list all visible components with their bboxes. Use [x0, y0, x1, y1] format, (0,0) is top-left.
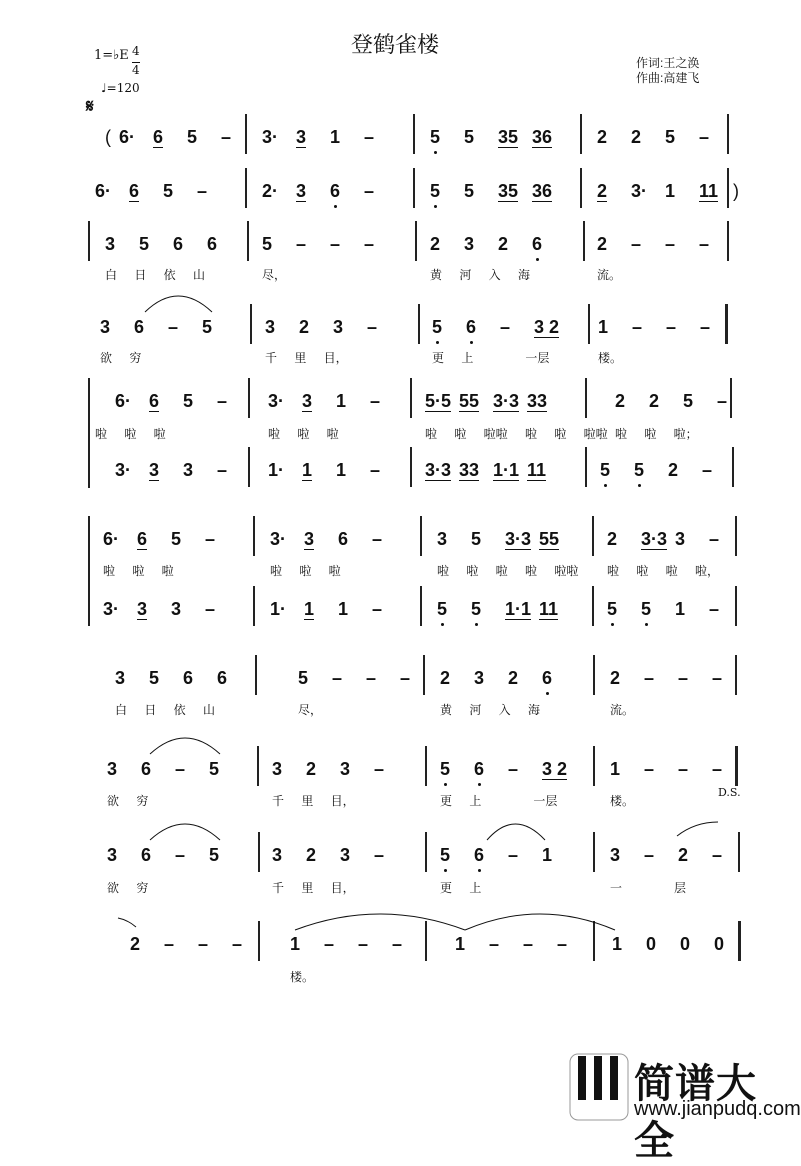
lyric: 更 上 一层: [440, 794, 558, 808]
note-text: –: [217, 460, 228, 480]
note-text: 33: [527, 391, 548, 411]
note-text: –: [217, 391, 228, 411]
lyric: 啦 啦 啦: [95, 427, 166, 441]
note-text: 1: [302, 460, 313, 480]
note-text: 2: [597, 127, 608, 147]
note-text: 2: [631, 127, 642, 147]
note-text: 1: [336, 391, 347, 411]
note-text: 5: [437, 599, 448, 619]
song-title: 登鹤雀楼: [350, 33, 439, 58]
lyric: 啦 啦 啦: [103, 564, 174, 578]
note-text: –: [232, 934, 243, 954]
note-text: 1·: [268, 460, 285, 480]
note-text: 55: [459, 391, 480, 411]
note-text: 5: [464, 127, 475, 147]
note-text: 2: [615, 391, 626, 411]
ds-marking: D.S.: [718, 786, 741, 799]
note-text: –: [374, 845, 385, 865]
note-text: 3: [340, 759, 351, 779]
logo-name: 简谱大全: [634, 1062, 757, 1163]
note-text: –: [198, 934, 209, 954]
note-text: 6: [137, 529, 148, 549]
note-text: 3: [137, 599, 148, 619]
note-text: –: [500, 317, 511, 337]
note-text: 3·3: [493, 391, 520, 411]
lyric: 尽，: [298, 703, 323, 717]
note-text: 2: [649, 391, 660, 411]
note-text: (: [105, 127, 111, 147]
note-text: –: [324, 934, 335, 954]
slur: [145, 296, 212, 312]
note-text: 0: [680, 934, 691, 954]
note-text: 2: [678, 845, 689, 865]
note-text: 3: [107, 845, 118, 865]
note-text: 5: [440, 759, 451, 779]
note-text: 33: [459, 460, 480, 480]
note-text: 6: [542, 668, 553, 688]
lyric: 白 日 依 山: [115, 703, 216, 717]
lyric: 黄 河 入 海: [440, 703, 541, 717]
note-text: 2·: [262, 181, 279, 201]
note-text: –: [508, 845, 519, 865]
note-text: –: [523, 934, 534, 954]
lyric: 流。: [597, 268, 622, 282]
note-text: 6: [217, 668, 228, 688]
note-text: –: [296, 234, 307, 254]
lyric: 千 里 目，: [265, 351, 348, 365]
note-text: –: [367, 317, 378, 337]
slur: [150, 738, 220, 754]
note-text: 5: [641, 599, 652, 619]
lyric: 千 里 目，: [272, 794, 355, 808]
note-text: 3·: [270, 529, 287, 549]
note-text: 5: [471, 529, 482, 549]
note-text: 1: [542, 845, 553, 865]
lyric: 楼。: [290, 970, 315, 984]
note-text: 3: [437, 529, 448, 549]
note-text: –: [709, 529, 720, 549]
slur: [465, 914, 615, 930]
note-text: 5: [683, 391, 694, 411]
note-text: –: [364, 127, 375, 147]
lyric: 更 上 一层: [432, 351, 550, 365]
note-text: 6: [153, 127, 164, 147]
note-text: 6: [129, 181, 140, 201]
note-text: –: [644, 668, 655, 688]
note-text: 6: [173, 234, 184, 254]
note-text: –: [221, 127, 232, 147]
note-text: 3·3: [505, 529, 532, 549]
note-text: 11: [699, 181, 719, 201]
lyric: 楼。: [610, 794, 635, 808]
note-text: 3: [302, 391, 313, 411]
note-text: 35: [498, 127, 519, 147]
note-text: –: [678, 759, 689, 779]
note-text: 5: [600, 460, 611, 480]
note-text: 2: [597, 181, 608, 201]
note-text: 1·1: [505, 599, 532, 619]
note-text: 3: [464, 234, 475, 254]
note-text: –: [678, 668, 689, 688]
note-text: 6: [134, 317, 145, 337]
note-text: 3: [105, 234, 116, 254]
note-text: 1: [675, 599, 686, 619]
note-text: 6: [466, 317, 477, 337]
note-text: 5: [430, 181, 441, 201]
note-text: 6: [141, 759, 152, 779]
note-text: –: [489, 934, 500, 954]
note-text: –: [372, 529, 383, 549]
note-text: 2: [508, 668, 519, 688]
lyric: 啦 啦 啦: [268, 427, 339, 441]
note-text: –: [205, 599, 216, 619]
note-text: 3·3: [425, 460, 452, 480]
note-text: 5: [262, 234, 273, 254]
note-text: 1: [330, 127, 341, 147]
note-text: 3: [149, 460, 160, 480]
lyric: 黄 河 入 海: [430, 268, 531, 282]
note-text: 5: [163, 181, 174, 201]
time-signature-top: 4: [132, 44, 140, 58]
lyric: 欲 穷: [100, 351, 142, 365]
note-text: 3·: [268, 391, 285, 411]
note-text: 3·: [262, 127, 279, 147]
note-text: 11: [527, 460, 547, 480]
note-text: 2: [306, 759, 317, 779]
note-text: ): [733, 181, 739, 201]
note-text: 2: [299, 317, 310, 337]
logo-url: www.jianpudq.com: [634, 1098, 801, 1120]
note-text: –: [332, 668, 343, 688]
note-text: 2: [607, 529, 618, 549]
note-text: –: [632, 317, 643, 337]
note-text: 3: [474, 668, 485, 688]
slur: [150, 824, 220, 840]
note-text: –: [712, 668, 723, 688]
lyric: 啦 啦 啦: [270, 564, 341, 578]
note-text: 3·: [631, 181, 648, 201]
note-text: –: [700, 317, 711, 337]
note-text: 6: [207, 234, 218, 254]
note-text: 6: [532, 234, 543, 254]
note-text: –: [702, 460, 713, 480]
lyric: 白 日 依 山: [105, 268, 206, 282]
note-text: –: [175, 759, 186, 779]
note-text: 2: [498, 234, 509, 254]
note-text: –: [370, 460, 381, 480]
note-text: –: [197, 181, 208, 201]
note-text: 2: [597, 234, 608, 254]
note-text: 5: [187, 127, 198, 147]
note-text: 3: [107, 759, 118, 779]
note-text: 2: [306, 845, 317, 865]
note-text: 3: [296, 127, 307, 147]
note-text: 3: [115, 668, 126, 688]
note-text: 5: [432, 317, 443, 337]
note-text: 3: [333, 317, 344, 337]
note-text: –: [631, 234, 642, 254]
note-text: 5: [430, 127, 441, 147]
lyric: 啦 啦 啦 啦，: [607, 564, 720, 578]
note-text: 3·3: [641, 529, 668, 549]
note-text: –: [370, 391, 381, 411]
note-text: 1: [610, 759, 621, 779]
slur: [118, 918, 136, 927]
note-text: 3: [304, 529, 315, 549]
lyric: 楼。: [598, 351, 623, 365]
note-text: 5: [209, 845, 220, 865]
note-text: 5: [202, 317, 213, 337]
note-text: 0: [714, 934, 725, 954]
note-text: 5: [209, 759, 220, 779]
note-text: 6: [141, 845, 152, 865]
note-text: 6·: [119, 127, 136, 147]
note-text: 1: [336, 460, 347, 480]
note-text: 1·1: [493, 460, 520, 480]
note-text: 5: [634, 460, 645, 480]
note-text: 3: [171, 599, 182, 619]
note-text: 36: [532, 127, 553, 147]
lyric: 啦 啦 啦；: [615, 427, 698, 441]
lyric: 啦 啦 啦啦 啦 啦 啦啦: [425, 427, 608, 441]
note-text: –: [374, 759, 385, 779]
note-text: 5: [149, 668, 160, 688]
note-text: 6: [338, 529, 349, 549]
note-text: 3·: [103, 599, 120, 619]
note-text: 3: [272, 845, 283, 865]
note-text: 1: [290, 934, 301, 954]
segno-icon: 𝄋: [86, 96, 94, 116]
note-text: 5: [183, 391, 194, 411]
note-text: 6: [149, 391, 160, 411]
note-text: 3: [265, 317, 276, 337]
note-text: 6: [474, 845, 485, 865]
note-text: –: [712, 845, 723, 865]
note-text: 1: [612, 934, 623, 954]
note-text: 5: [464, 181, 475, 201]
slur: [295, 914, 465, 930]
note-text: 11: [539, 599, 559, 619]
note-text: 5: [171, 529, 182, 549]
lyric: 尽，: [262, 268, 287, 282]
note-text: –: [392, 934, 403, 954]
piano-keys-icon: [568, 1052, 630, 1119]
note-text: –: [366, 668, 377, 688]
note-text: –: [372, 599, 383, 619]
note-text: 6: [183, 668, 194, 688]
note-text: 1: [455, 934, 466, 954]
note-text: 1: [665, 181, 676, 201]
note-text: 2: [430, 234, 441, 254]
note-text: –: [168, 317, 179, 337]
note-text: 2: [668, 460, 679, 480]
note-text: 0: [646, 934, 657, 954]
note-text: 1: [338, 599, 349, 619]
note-text: 55: [539, 529, 560, 549]
note-text: –: [358, 934, 369, 954]
note-text: 2: [130, 934, 141, 954]
note-text: 1: [304, 599, 315, 619]
lyric: 一 层: [610, 881, 687, 895]
composer: 作曲:高建飞: [636, 71, 700, 85]
note-text: 3: [340, 845, 351, 865]
note-text: –: [400, 668, 411, 688]
note-text: 3: [183, 460, 194, 480]
note-text: 5: [471, 599, 482, 619]
note-text: 5: [440, 845, 451, 865]
note-text: –: [364, 234, 375, 254]
note-text: 3: [675, 529, 686, 549]
lyric: 更 上: [440, 881, 482, 895]
note-text: 3: [100, 317, 111, 337]
lyric: 欲 穷: [107, 794, 149, 808]
note-text: 5: [139, 234, 150, 254]
note-text: 3 2: [542, 759, 568, 779]
note-text: –: [644, 759, 655, 779]
slur: [487, 824, 545, 840]
note-text: 5·5: [425, 391, 452, 411]
note-text: –: [709, 599, 720, 619]
tempo-marking: ♩=120: [101, 81, 140, 95]
note-text: 6·: [95, 181, 112, 201]
note-text: –: [666, 317, 677, 337]
note-text: –: [508, 759, 519, 779]
note-text: –: [164, 934, 175, 954]
note-text: 6: [330, 181, 341, 201]
lyric: 千 里 目，: [272, 881, 355, 895]
note-text: –: [665, 234, 676, 254]
note-text: 36: [532, 181, 553, 201]
note-text: 1: [598, 317, 609, 337]
note-text: 6·: [103, 529, 120, 549]
note-text: –: [557, 934, 568, 954]
time-signature-bottom: 4: [132, 63, 140, 77]
lyric: 啦 啦 啦 啦 啦啦: [437, 564, 579, 578]
note-text: 2: [610, 668, 621, 688]
note-text: –: [717, 391, 728, 411]
note-text: –: [712, 759, 723, 779]
note-text: 5: [607, 599, 618, 619]
note-text: 5: [665, 127, 676, 147]
note-text: –: [364, 181, 375, 201]
lyric: 欲 穷: [107, 881, 149, 895]
key-signature: 1=♭E: [94, 48, 129, 63]
note-text: –: [699, 127, 710, 147]
note-text: 3 2: [534, 317, 560, 337]
note-text: –: [644, 845, 655, 865]
slur: [677, 822, 718, 836]
note-text: –: [205, 529, 216, 549]
note-text: –: [330, 234, 341, 254]
note-text: 6: [474, 759, 485, 779]
note-text: –: [175, 845, 186, 865]
note-text: 3: [272, 759, 283, 779]
note-text: 1·: [270, 599, 287, 619]
note-text: 6·: [115, 391, 132, 411]
note-text: 3: [296, 181, 307, 201]
lyricist: 作词:王之涣: [636, 56, 700, 70]
lyric: 流。: [610, 703, 635, 717]
site-logo: [568, 1052, 801, 1163]
note-text: 35: [498, 181, 519, 201]
note-text: –: [699, 234, 710, 254]
note-text: 3·: [115, 460, 132, 480]
note-text: 3: [610, 845, 621, 865]
note-text: 5: [298, 668, 309, 688]
note-text: 2: [440, 668, 451, 688]
